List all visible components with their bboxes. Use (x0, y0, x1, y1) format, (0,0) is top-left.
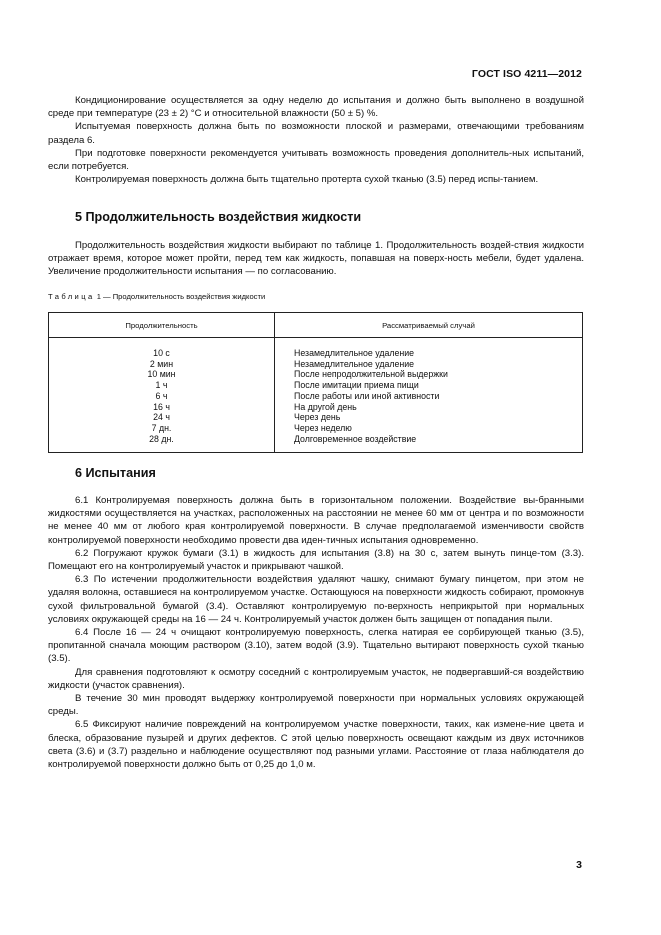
case-value: Незамедлительное удаление (294, 358, 415, 369)
table-caption-label: Таблица (48, 292, 95, 301)
case-value: Через неделю (294, 422, 352, 433)
intro-text (48, 94, 584, 186)
intro-paragraph: Испытуемая поверхность должна быть по возможности плоской и размерами, отвечающими требованиям раздела 6. (48, 121, 584, 146)
section-6-text (48, 494, 584, 771)
intro-paragraph: Контролируемая поверхность должна быть тщательно протерта сухой тканью (3.5) перед испы-танием. (75, 174, 539, 186)
section-5-heading: 5 Продолжительность воздействия жидкости (75, 210, 362, 224)
table-caption (48, 292, 265, 301)
case-value: После непродолжительной выдержки (294, 369, 448, 380)
section-6-paragraph: Для сравнения подготовляют к осмотру соседний с контролируемым участок, не подвергавший-ся воздействию жидкости (участок сравнения). (48, 666, 584, 691)
intro-paragraph: Кондиционирование осуществляется за одну неделю до испытания и должно быть выполнено в воздушной среде при температуре (23 ± 2) °С и относительной влажности (50 ± 5) %. (48, 95, 584, 120)
durations-cell (49, 338, 275, 453)
section-5-text (48, 239, 584, 279)
duration-value: 2 мин (149, 358, 174, 369)
case-value: После работы или иной активности (294, 390, 440, 401)
duration-value: 28 дн. (149, 433, 174, 444)
case-value: После имитации приема пищи (294, 380, 419, 391)
cases-cell (275, 338, 583, 453)
duration-value: 6 ч (155, 390, 168, 401)
page-number: 3 (576, 859, 582, 871)
document-header: ГОСТ ISO 4211—2012 (471, 68, 582, 80)
section-6-paragraph: 6.2 Погружают кружок бумаги (3.1) в жидкость для испытания (3.8) на 30 с, затем вынуть пинце-том (3.3). Помещают его на контролируемый участок и прикрывают чашкой. (48, 547, 584, 573)
table-header-row (49, 313, 583, 338)
case-value: Незамедлительное удаление (294, 348, 415, 358)
section-6-paragraph: 6.5 Фиксируют наличие повреждений на контролируемом участке поверхности, таких, как измене-ние цвета и блеска, образование пузырей и других дефектов. С этой целью поверхность освещают каждым из двух источников света (3.6) и (3.7) раздельно и наблюдение осуществляют под разными углами. Расстояние от глаза наблюдателя до контролируемой поверхности должно быть от 0,25 до 1,0 м. (48, 719, 584, 771)
duration-value: 10 мин (147, 369, 176, 380)
header-duration: Продолжительность (49, 313, 275, 338)
duration-table (48, 312, 583, 453)
table-caption-title: 1 — Продолжительность воздействия жидкости (94, 292, 266, 301)
duration-value: 16 ч (153, 401, 170, 412)
section-6-paragraph: 6.4 После 16 — 24 ч очищают контролируемую поверхность, слегка натирая ее сорбирующей тканью (3.5), пропитанной сначала моющим раствором (3.10), затем водой (3.9). Тщательно вытирают поверхность сухой тканью (3.5). (48, 627, 584, 665)
case-value: Через день (294, 412, 341, 423)
duration-value: 1 ч (155, 380, 168, 391)
case-value: На другой день (294, 401, 357, 412)
section-6-paragraph: 6.3 По истечении продолжительности воздействия удаляют чашку, снимают бумагу пинцетом, при этом не удаляя волокна, оставшиеся на контролируемом участке. Остающуюся на поверхности жидкость собирают, промокнув сухой фильтровальной бумагой (3.4). Оставляют контролируемую по-верхность неприкрытой при нормальных условиях окружающей среды на 16 — 24 ч. Контролируемый участок должен быть защищен от попадания пыли. (48, 574, 584, 625)
duration-value: 24 ч (153, 412, 170, 423)
section-6-paragraph: В течение 30 мин проводят выдержку контролируемой поверхности при нормальных условиях окружающей среды. (48, 693, 584, 718)
duration-value: 10 с (153, 348, 170, 358)
case-value: Долговременное воздействие (294, 433, 417, 444)
section-6-heading: 6 Испытания (75, 466, 156, 480)
intro-paragraph: При подготовке поверхности рекомендуется учитывать возможность проведения дополнитель-ных испытаний, если потребуется. (48, 147, 584, 173)
section-6-paragraph: 6.1 Контролируемая поверхность должна быть в горизонтальном положении. Воздействие вы-бранными жидкостями осуществляется на участках, расположенных на расстоянии не менее 60 мм от центра и по возможности не менее 40 мм от любого края контролируемой поверхности. В случае предполагаемой изменчивости свойств контролируемой поверхности необходимо провести два иден-тичных испытания одновременно. (48, 495, 584, 546)
section-5-paragraph: Продолжительность воздействия жидкости выбирают по таблице 1. Продолжительность воздей-ствия жидкости отражает время, которое может пройти, перед тем как жидкость, попавшая на поверх-ность мебели, будет удалена. Увеличение продолжительности испытания — по согласованию. (48, 240, 584, 278)
header-case: Рассматриваемый случай (275, 313, 583, 338)
table-body-row (49, 338, 583, 453)
duration-value: 7 дн. (151, 422, 172, 433)
